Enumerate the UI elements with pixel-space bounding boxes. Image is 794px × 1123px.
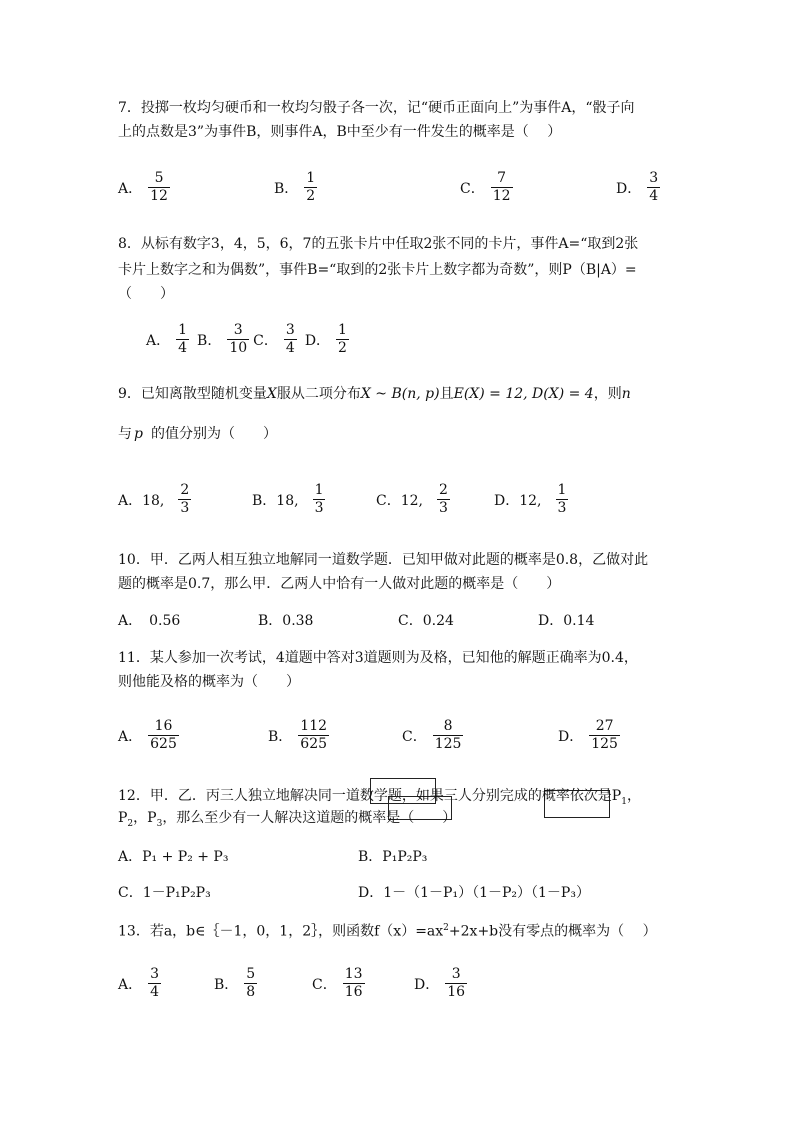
q9-stem-line2: 与 p 的值分别为（ ） [118,426,277,442]
q11-option-c: C． $\frac{8}{125}$ [402,718,462,752]
q10-option-c: C．0.24 [398,613,454,629]
q8-stem-line1: 8．从标有数字3，4，5，6，7的五张卡片中任取2张不同的卡片，事件A=“取到2张 [118,236,639,252]
q8-option-a-label: A． [146,332,171,349]
q13-stem-line1: 13．若a，b∈｛－1，0，1，2｝，则函数$f(x)=ax^2+2x+b$没有零点的概率为（ ） [118,923,657,940]
q12-option-c: C．1－P₁P₂P₃ [118,885,211,901]
q12-stem-line1: 12．甲．乙．丙三人独立地解决同一道数学题，如果三人分别完成的概率依次是$P_1$， [118,788,641,807]
q10-option-d: D．0.14 [538,613,595,629]
q13-option-a: A． $\frac{3}{4}$ [118,966,160,1000]
q8-stem-line2: 卡片上数字之和为偶数”，事件B=“取到的2张卡片上数字都为奇数”，则P（B|A）= [118,262,637,278]
q9-option-a: A．18, $\frac{2}{3}$ [118,482,190,516]
q7-option-b: B． $\frac{1}{2}$ [274,170,316,204]
q9-option-b: B．18, $\frac{1}{3}$ [252,482,324,516]
q8-stem-line3: （ ） [118,286,174,302]
q8-option-c-label: C． [253,332,278,349]
q8-options [146,322,349,357]
q12-stem-line2: $P_2$，$P_3$，那么至少有一人解决这道题的概率是（ ） [118,810,457,829]
q9-stem-line1: 9．已知离散型随机变量X服从二项分布X ~ B(n, p)且E(X) = 12, D(X) = 4，则n [118,386,631,402]
q9-option-d: D．12, $\frac{1}{3}$ [494,482,567,516]
q11-option-d: D． $\frac{27}{125}$ [558,718,618,752]
q9-option-c: C．12, $\frac{2}{3}$ [376,482,448,516]
q7-stem-line1: 7．投掷一枚均匀硬币和一枚均匀骰子各一次，记“硬币正面向上”为事件A，“骰子向 [118,100,635,116]
q7-option-a: A． $\frac{5}{12}$ [118,170,168,204]
q8-option-c-fraction: $\frac{3}{4}$ [285,322,295,356]
q12-option-d: D．1－（1－P₁）（1－P₂）（1－P₃） [358,885,590,901]
q7-option-c: C． $\frac{7}{12}$ [460,170,511,204]
q8-option-b-fraction: $\frac{3}{10}$ [229,322,248,356]
q13-option-c: C． $\frac{13}{16}$ [312,966,363,1000]
q12-option-b: B．P₁P₂P₃ [358,849,428,865]
q10-option-b: B．0.38 [258,613,314,629]
q10-stem-line1: 10．甲．乙两人相互独立地解同一道数学题．已知甲做对此题的概率是0.8，乙做对此 [118,552,649,568]
q11-option-b: B． $\frac{112}{625}$ [268,718,328,752]
q13-option-d: D． $\frac{3}{16}$ [414,966,466,1000]
q8-option-d-label: D． [304,332,331,349]
q10-option-a: A． 0.56 [118,613,181,629]
q11-stem-line2: 则他能及格的概率为（ ） [118,674,300,690]
q10-stem-line2: 题的概率是0.7，那么甲．乙两人中恰有一人做对此题的概率是（ ） [118,576,561,592]
q8-option-a-fraction: $\frac{1}{4}$ [178,322,188,356]
q8-option-d-fraction: $\frac{1}{2}$ [338,322,347,356]
q11-option-a: A． $\frac{16}{625}$ [118,718,177,752]
q12-option-a: A．P₁ + P₂ + P₃ [118,849,229,865]
q7-option-d: D． $\frac{3}{4}$ [616,170,659,204]
q8-option-b-label: B． [197,332,222,349]
q7-stem-line2: 上的点数是3”为事件B，则事件A，B中至少有一件发生的概率是（ ） [118,124,562,140]
q11-stem-line1: 11．某人参加一次考试，4道题中答对3道题则为及格，已知他的解题正确率为0.4， [118,650,638,666]
q13-option-b: B． $\frac{5}{8}$ [214,966,256,1000]
